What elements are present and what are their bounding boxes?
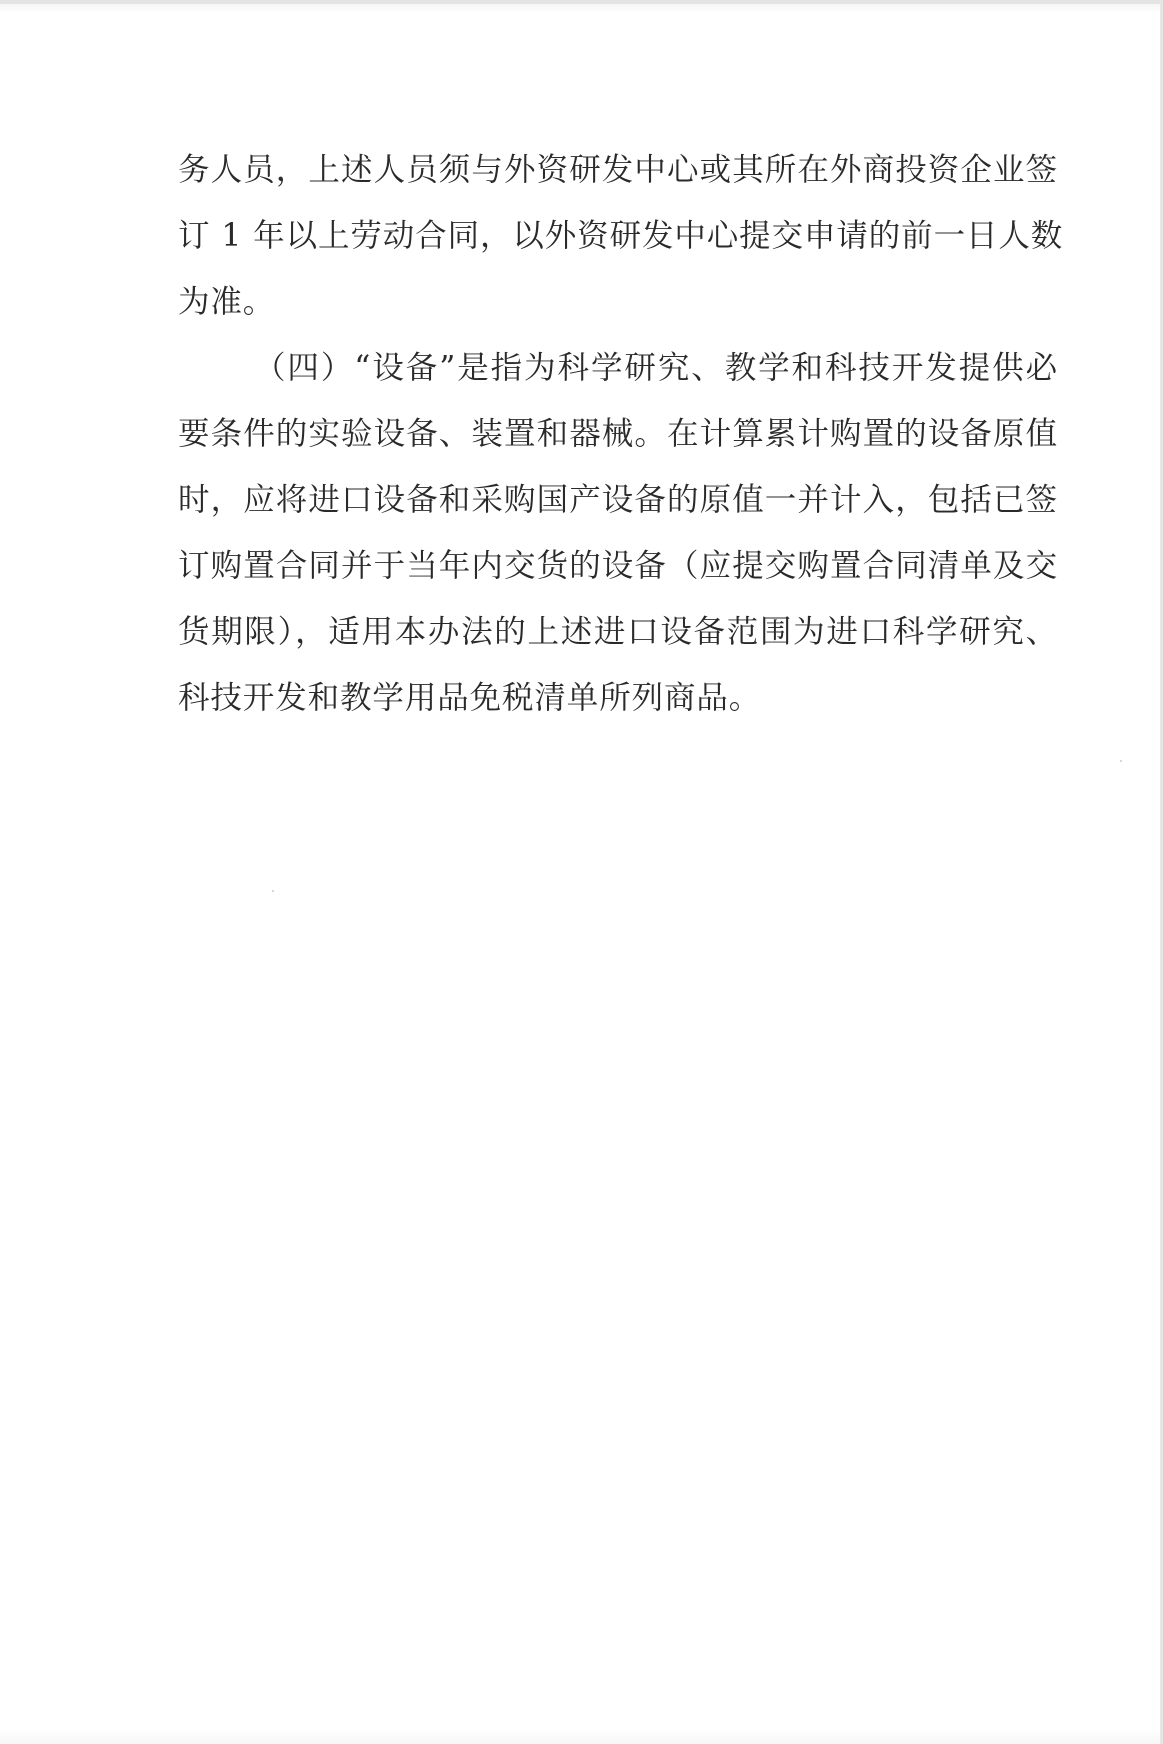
paragraph-2-line-2: 要条件的实验设备、装置和器械。在计算累计购置的设备原值 xyxy=(178,416,1058,452)
paragraph-2-line-6: 科技开发和教学用品免税清单所列商品。 xyxy=(178,680,762,716)
scan-speck xyxy=(272,890,274,892)
scan-edge-top xyxy=(0,0,1163,4)
document-body xyxy=(178,150,1064,744)
paragraph-2-line-1: （四）“设备”是指为科学研究、教学和科技开发提供必 xyxy=(254,350,1058,386)
paragraph-1-line-1: 务人员，上述人员须与外资研发中心或其所在外商投资企业签 xyxy=(178,152,1058,188)
paragraph-1-line-3: 为准。 xyxy=(178,284,276,320)
paragraph-2-line-3: 时，应将进口设备和采购国产设备的原值一并计入，包括已签 xyxy=(178,482,1058,518)
paragraph-2-line-5: 货期限），适用本办法的上述进口设备范围为进口科学研究、 xyxy=(178,614,1058,650)
scan-speck xyxy=(1120,760,1122,762)
paragraph-1-line-2: 订 1 年以上劳动合同，以外资研发中心提交申请的前一日人数 xyxy=(178,218,1064,254)
paragraph-2-line-4: 订购置合同并于当年内交货的设备（应提交购置合同清单及交 xyxy=(178,548,1058,584)
